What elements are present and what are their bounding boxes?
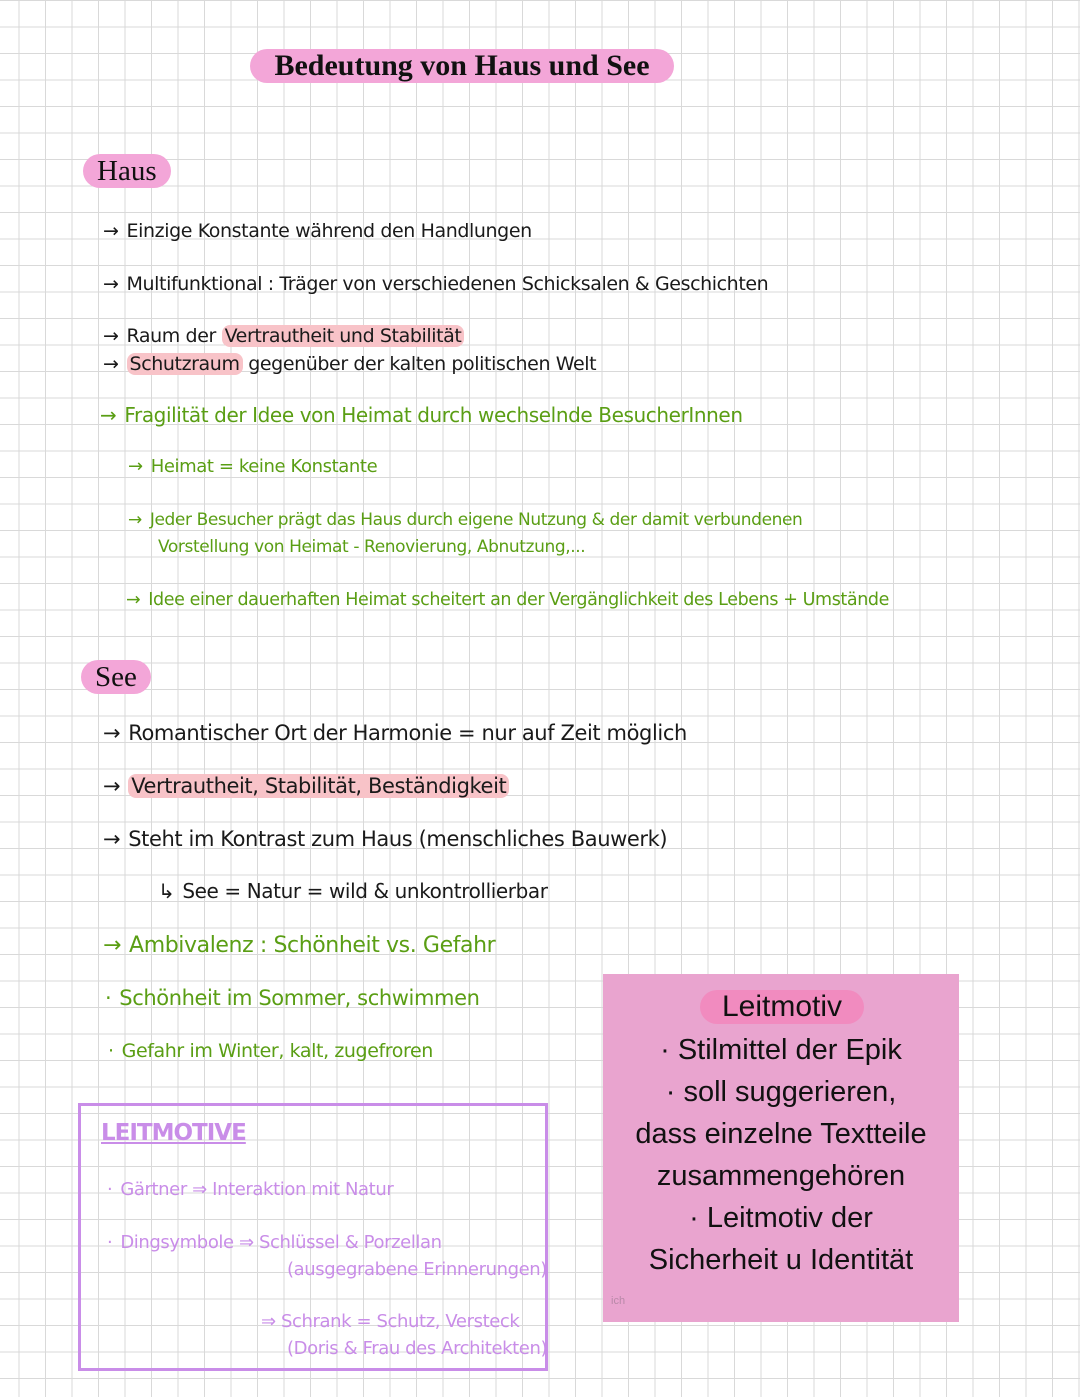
arrow-icon: → [103,827,121,851]
card-line: · soll suggerieren, [665,1076,897,1108]
see-note-7 [108,1040,433,1062]
note-text: Ambivalenz : Schönheit vs. Gefahr [129,933,496,958]
haus-note-7 [128,510,802,530]
note-text: Fragilität der Idee von Heimat durch wechselnde BesucherInnen [124,403,743,427]
arrow-icon: → [103,774,121,798]
note-text: Vorstellung von Heimat - Renovierung, Abnutzung,... [158,537,586,557]
arrow-icon: → [103,273,119,295]
note-text: gegenüber der kalten politischen Welt [248,353,597,375]
note-text: Gefahr im Winter, kalt, zugefroren [121,1040,433,1062]
card-line: · Leitmotiv der [689,1202,873,1234]
item-text: Gärtner ⇒ Interaktion mit Natur [120,1179,394,1200]
note-text: Schönheit im Sommer, schwimmen [119,986,480,1010]
bullet-icon: · [107,1232,113,1253]
haus-note-1 [103,220,532,242]
note-text: See = Natur = wild & unkontrollierbar [182,879,548,903]
leitmotive-box [78,1103,548,1371]
card-line: zusammengehören [656,1160,906,1192]
see-note-1 [103,721,687,745]
arrow-icon: → [128,510,142,530]
corner-arrow-icon: ↳ [158,879,175,903]
leitmotive-item-dingsymbole-detail [287,1259,547,1280]
arrow-icon: → [103,220,119,242]
bullet-icon: · [105,986,112,1010]
note-text: Idee einer dauerhaften Heimat scheitert an der Vergänglichkeit des Lebens + Umstände [148,590,889,610]
card-line: Sicherheit u Identität [648,1244,914,1276]
arrow-icon: → [100,403,117,427]
arrow-icon: → [126,590,141,610]
arrow-icon: → [128,456,143,477]
note-text: Steht im Kontrast zum Haus (menschliches Bauwerk) [128,827,668,851]
note-text: Heimat = keine Konstante [150,456,378,477]
haus-note-2 [103,273,768,295]
card-body [603,1029,959,1281]
section-heading-see: See [81,660,151,694]
haus-note-7b [158,537,585,557]
card-line: dass einzelne Textteile [635,1118,927,1150]
leitmotive-item-dingsymbole [107,1232,442,1253]
highlight-text: Vertrautheit, Stabilität, Beständigkeit [128,774,509,798]
bullet-icon: · [108,1040,114,1062]
item-text: (ausgegrabene Erinnerungen) [287,1259,547,1280]
item-text: Dingsymbole ⇒ Schlüssel & Porzellan [120,1232,442,1253]
see-note-2 [103,774,509,798]
haus-note-8 [126,590,889,610]
see-note-4 [158,879,548,903]
bullet-icon: · [107,1179,113,1200]
note-text: Jeder Besucher prägt das Haus durch eigene Nutzung & der damit verbundenen [149,510,803,530]
card-line: · Stilmittel der Epik [660,1034,902,1066]
arrow-icon: → [103,933,122,958]
arrow-icon: → [103,325,119,347]
card-heading: Leitmotiv [700,990,864,1024]
leitmotiv-card [603,974,959,1322]
leitmotive-item-schrank [261,1311,519,1332]
highlight-text: Vertrautheit und Stabilität [222,325,465,347]
haus-note-3 [103,325,464,347]
see-note-3 [103,827,667,851]
leitmotive-item-gaertner [107,1179,393,1200]
note-text: Romantischer Ort der Harmonie = nur auf Zeit möglich [128,721,687,745]
haus-note-4 [103,353,596,375]
note-text: Raum der [126,325,216,347]
haus-note-5 [100,403,743,427]
arrow-icon: → [103,721,121,745]
see-note-6 [105,986,480,1010]
highlight-text: Schutzraum [127,353,243,375]
note-text: Einzige Konstante während den Handlungen [126,220,532,242]
leitmotive-title: LEITMOTIVE [101,1120,246,1146]
note-text: Multifunktional : Träger von verschiedenen Schicksalen & Geschichten [126,273,769,295]
section-heading-haus: Haus [83,154,171,188]
item-text: (Doris & Frau des Architekten) [287,1338,548,1359]
item-text: ⇒ Schrank = Schutz, Versteck [261,1311,520,1332]
haus-note-6 [128,456,377,477]
page-title: Bedeutung von Haus und See [250,49,674,83]
leitmotive-item-schrank-detail [287,1338,547,1359]
arrow-icon: → [103,353,119,375]
see-note-5 [103,933,495,958]
card-footer: ich [611,1295,626,1307]
